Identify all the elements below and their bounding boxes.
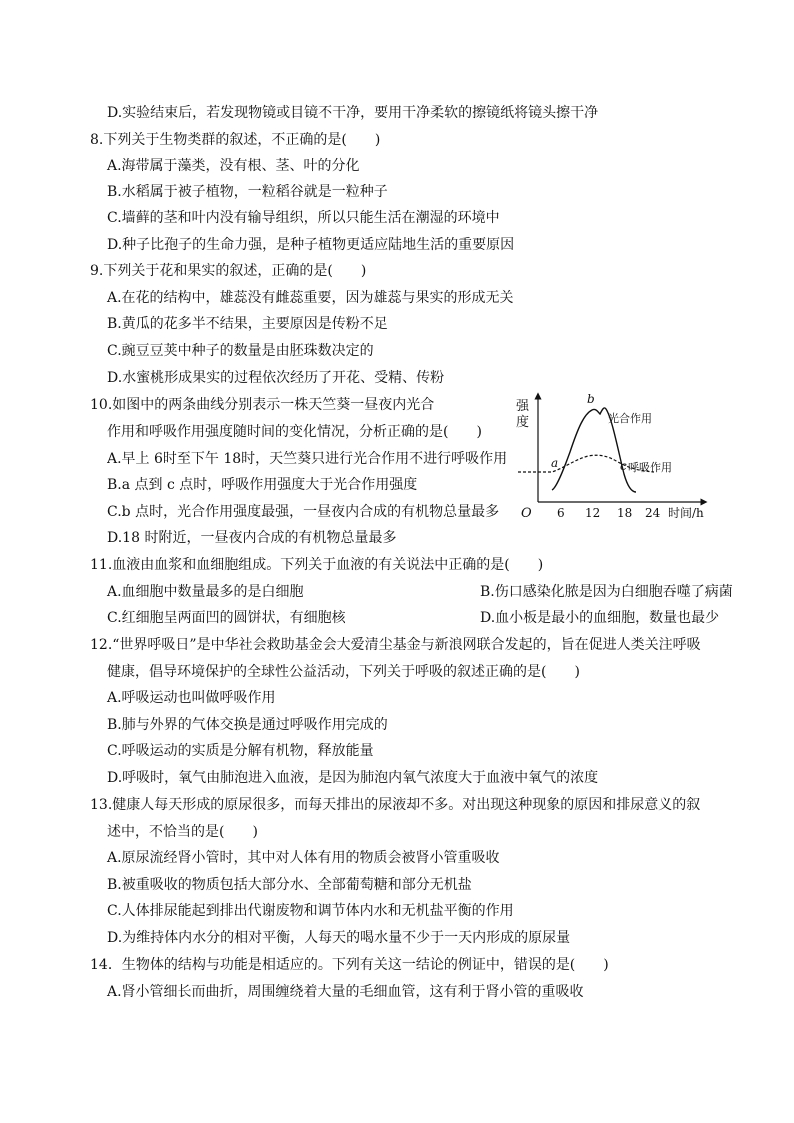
q12-stem-line2: 健康，倡导环境保护的全球性公益活动，下列关于呼吸的叙述正确的是( ) [107,664,580,680]
q10-stem-line1: 10.如图中的两条曲线分别表示一株天竺葵一昼夜内光合 [90,397,435,413]
point-a-label: a [551,456,559,470]
q12-stem-line1: 12.“世界呼吸日”是中华社会救助基金会大爱清尘基金与新浪网联合发起的，旨在促进人类关注呼吸 [90,637,701,653]
q12-option-d: D.呼吸时，氧气由肺泡进入血液，是因为肺泡内氧气浓度大于血液中氧气的浓度 [107,770,599,786]
q9-option-b: B.黄瓜的花多半不结果，主要原因是传粉不足 [107,316,388,332]
q12-option-b: B.肺与外界的气体交换是通过呼吸作用完成的 [107,717,388,733]
q14-stem: 14．生物体的结构与功能是相适应的。下列有关这一结论的例证中，错误的是( ) [90,957,609,973]
x-tick-12: 12 [585,506,601,520]
point-c-label: c [620,459,627,473]
q8-option-d: D.种子比孢子的生命力强，是种子植物更适应陆地生活的重要原因 [107,237,515,253]
q10-option-a: A.早上 6时至下午 18时，天竺葵只进行光合作用不进行呼吸作用 [107,451,508,467]
q10-option-b: B.a 点到 c 点时，呼吸作用强度大于光合作用强度 [107,477,418,493]
q7-option-d: D.实验结束后，若发现物镜或目镜不干净，要用干净柔软的擦镜纸将镜头擦干净 [107,105,599,121]
respiration-label: 呼吸作用 [628,461,672,474]
q11-option-b: B.伤口感染化脓是因为白细胞吞噬了病菌 [480,584,733,600]
photosynthesis-respiration-graph [508,392,708,527]
q13-option-b: B.被重吸收的物质包括大部分水、全部葡萄糖和部分无机盐 [107,877,472,893]
q13-stem-line2: 述中，不恰当的是( ) [107,824,258,840]
origin-label: O [521,506,532,521]
x-axis-unit: 时间/h [668,506,704,520]
x-tick-6: 6 [557,506,565,520]
q13-option-c: C.人体排尿能起到排出代谢废物和调节体内水和无机盐平衡的作用 [107,903,514,919]
q12-option-c: C.呼吸运动的实质是分解有机物，释放能量 [107,743,374,759]
q13-option-a: A.原尿流经肾小管时，其中对人体有用的物质会被肾小管重吸收 [107,850,500,866]
q13-option-d: D.为维持体内水分的相对平衡，人每天的喝水量不少于一天内形成的原尿量 [107,930,571,946]
q8-option-b: B.水稻属于被子植物，一粒稻谷就是一粒种子 [107,184,388,200]
q8-option-c: C.墙藓的茎和叶内没有输导组织，所以只能生活在潮湿的环境中 [107,210,500,226]
point-b-label: b [587,392,595,406]
q9-option-d: D.水蜜桃形成果实的过程依次经历了开花、受精、传粉 [107,370,445,386]
q10-option-c: C.b 点时，光合作用强度最强，一昼夜内合成的有机物总量最多 [107,504,500,520]
q9-option-a: A.在花的结构中，雄蕊没有雌蕊重要，因为雄蕊与果实的形成无关 [107,290,514,306]
q11-row1 [107,582,733,602]
q9-stem: 9.下列关于花和果实的叙述，正确的是( ) [90,263,367,279]
q8-option-a: A.海带属于藻类，没有根、茎、叶的分化 [107,158,360,174]
q11-option-d: D.血小板是最小的血细胞，数量也最少 [480,610,720,626]
q11-option-c: C.红细胞呈两面凹的圆饼状，有细胞核 [107,610,346,626]
q10-stem-line2: 作用和呼吸作用强度随时间的变化情况，分析正确的是( ) [107,424,482,440]
q11-option-a: A.血细胞中数量最多的是白细胞 [107,584,304,600]
q14-option-a: A.肾小管细长而曲折，周围缠绕着大量的毛细血管，这有利于肾小管的重吸收 [107,984,584,1000]
x-tick-18: 18 [617,506,633,520]
y-axis-label-1: 强 [516,399,530,414]
q13-stem-line1: 13.健康人每天形成的原尿很多，而每天排出的尿液却不多。对出现这种现象的原因和排尿意义的叙 [90,797,701,813]
q9-option-c: C.豌豆豆荚中种子的数量是由胚珠数决定的 [107,343,374,359]
q8-stem: 8.下列关于生物类群的叙述，不正确的是( ) [90,132,381,148]
x-tick-24: 24 [645,506,661,520]
q11-stem: 11.血液由血浆和血细胞组成。下列关于血液的有关说法中正确的是( ) [90,557,544,573]
q12-option-a: A.呼吸运动也叫做呼吸作用 [107,690,276,706]
q10-option-d: D.18 时附近，一昼夜内合成的有机物总量最多 [107,530,397,546]
photosynthesis-label: 光合作用 [608,412,652,425]
q11-row2 [107,608,720,628]
y-axis-label-2: 度 [516,415,530,430]
